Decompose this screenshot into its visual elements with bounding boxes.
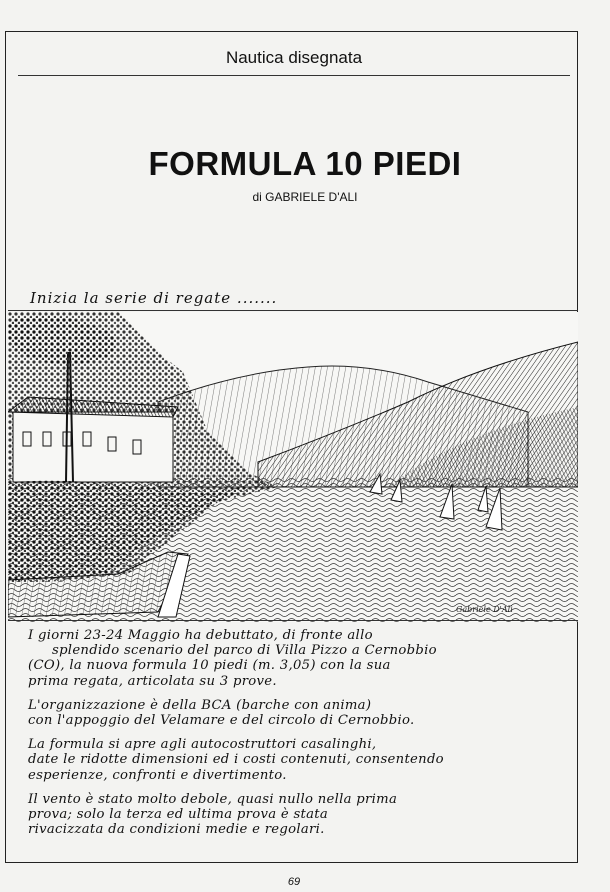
- lake-illustration: [8, 312, 578, 622]
- body-line: rivacizzata da condizioni medie e regolari.: [28, 822, 325, 838]
- body-line: I giorni 23-24 Maggio ha debuttato, di fronte allo: [28, 628, 373, 643]
- body-line: splendido scenario del parco di Villa Pizzo a Cernobbio: [52, 643, 437, 659]
- body-line: prima regata, articolata su 3 prove.: [28, 673, 277, 689]
- body-line: prova; solo la terza ed ultima prova è stata: [28, 807, 329, 823]
- illustration-signature: Gabriele D'Alì: [456, 605, 513, 614]
- handwritten-body: [28, 628, 576, 846]
- page-number: 69: [287, 876, 301, 888]
- body-line: date le ridotte dimensioni ed i costi contenuti, consentendo: [28, 752, 444, 768]
- banner-rule: [8, 310, 578, 311]
- article-byline: di GABRIELE D'ALI: [252, 190, 358, 204]
- section-title: Nautica disegnata: [225, 48, 363, 67]
- body-line: (CO), la nuova formula 10 piedi (m. 3,05) con la sua: [28, 658, 391, 674]
- body-paragraph-4: [28, 792, 576, 838]
- header-rule: [18, 75, 570, 76]
- body-paragraph-2: [28, 698, 576, 728]
- series-banner: Inizia la serie di regate .......: [30, 289, 278, 307]
- body-paragraph-3: [28, 737, 576, 783]
- body-paragraph-1: [28, 628, 576, 689]
- body-line: Il vento è stato molto debole, quasi nullo nella prima: [28, 791, 398, 807]
- article-title: FORMULA 10 PIEDI: [148, 145, 462, 182]
- body-line: L'organizzazione è della BCA (barche con anima): [28, 697, 372, 713]
- illustration-bottom-rule: [8, 620, 578, 621]
- body-line: con l'appoggio del Velamare e del circolo di Cernobbio.: [28, 713, 415, 729]
- body-line: La formula si apre agli autocostruttori casalinghi,: [28, 737, 377, 753]
- body-line: esperienze, confronti e divertimento.: [28, 767, 287, 783]
